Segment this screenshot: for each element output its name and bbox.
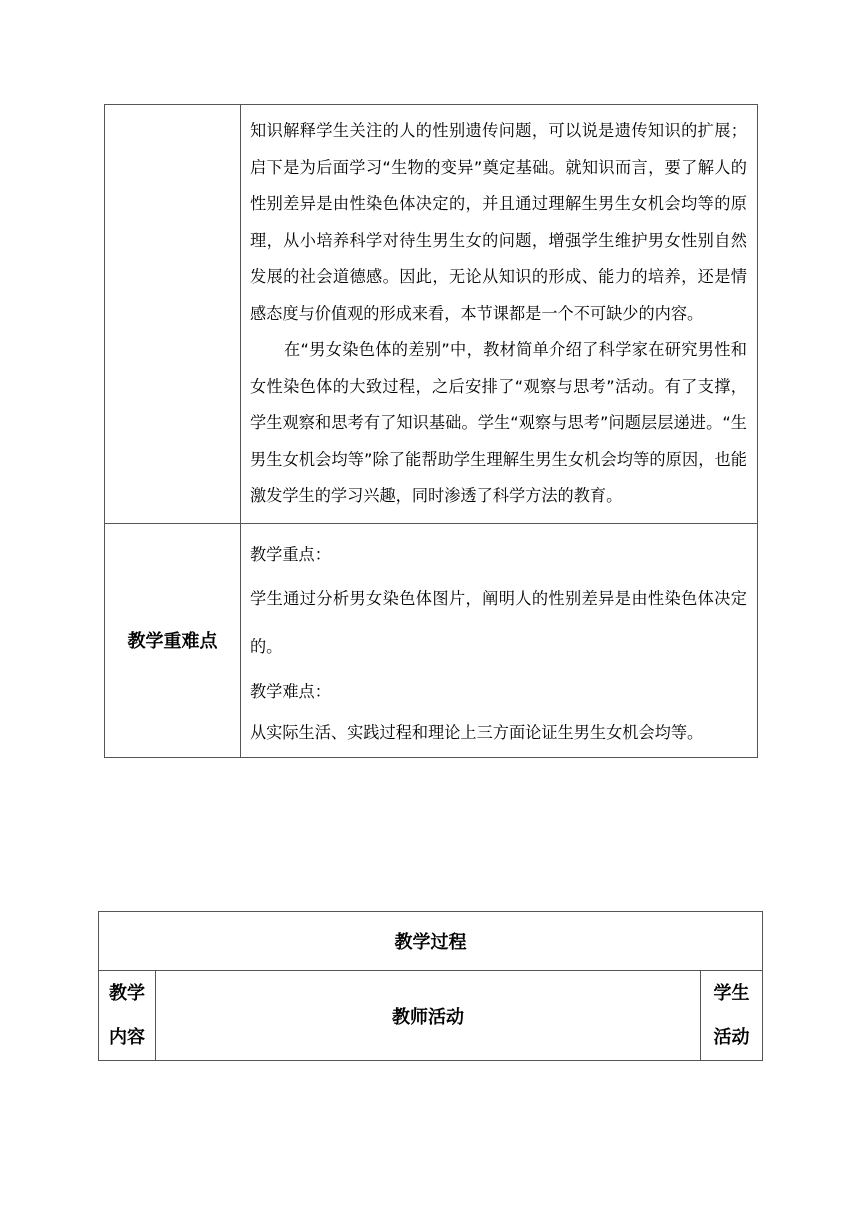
process-header-row <box>99 971 763 1061</box>
col-teaching-content-line1: 教学 <box>109 982 145 1004</box>
col-student-activity-line1: 学生 <box>713 982 750 1004</box>
process-table <box>98 911 763 1061</box>
analysis-paragraph-2: 在“男女染色体的差别”中，教材简单介绍了科学家在研究男性和女性染色体的大致过程，之后安排了“观察与思考”活动。有了支撑，学生观察和思考有了知识基础。学生“观察与思考”问题层层递进。“生男生女机会均等”除了能帮助学生理解生男生女机会均等的原因，也能激发学生的学习兴趣，同时渗透了科学方法的教育。 <box>250 340 747 505</box>
key-points-row <box>105 523 758 757</box>
process-title: 教学过程 <box>99 912 763 971</box>
key-points-label: 教学重难点 <box>105 523 241 757</box>
analysis-table <box>104 104 758 758</box>
col-teaching-content-line2: 内容 <box>109 1026 145 1048</box>
difficulty-title: 教学难点： <box>250 681 331 701</box>
col-teaching-content <box>99 971 156 1061</box>
focus-text: 学生通过分析男女染色体图片，阐明人的性别差异是由性染色体决定的。 <box>250 588 747 656</box>
key-points-content-cell <box>241 523 758 757</box>
analysis-row <box>105 105 758 524</box>
analysis-content-cell <box>241 105 758 524</box>
focus-title: 教学重点： <box>250 544 331 564</box>
col-student-activity-line2: 活动 <box>713 1026 750 1048</box>
analysis-paragraph-1: 知识解释学生关注的人的性别遗传问题，可以说是遗传知识的扩展；启下是为后面学习“生物的变异”奠定基础。就知识而言，要了解人的性别差异是由性染色体决定的，并且通过理解生男生女机会均等的原理，从小培养科学对待生男生女的问题，增强学生维护男女性别自然发展的社会道德感。因此，无论从知识的形成、能力的培养，还是情感态度与价值观的形成来看，本节课都是一个不可缺少的内容。 <box>250 121 747 323</box>
difficulty-text: 从实际生活、实践过程和理论上三方面论证生男生女机会均等。 <box>250 722 704 742</box>
process-title-row <box>99 912 763 971</box>
col-teacher-activity: 教师活动 <box>156 971 701 1061</box>
col-student-activity <box>701 971 763 1061</box>
empty-label-cell <box>105 105 241 524</box>
